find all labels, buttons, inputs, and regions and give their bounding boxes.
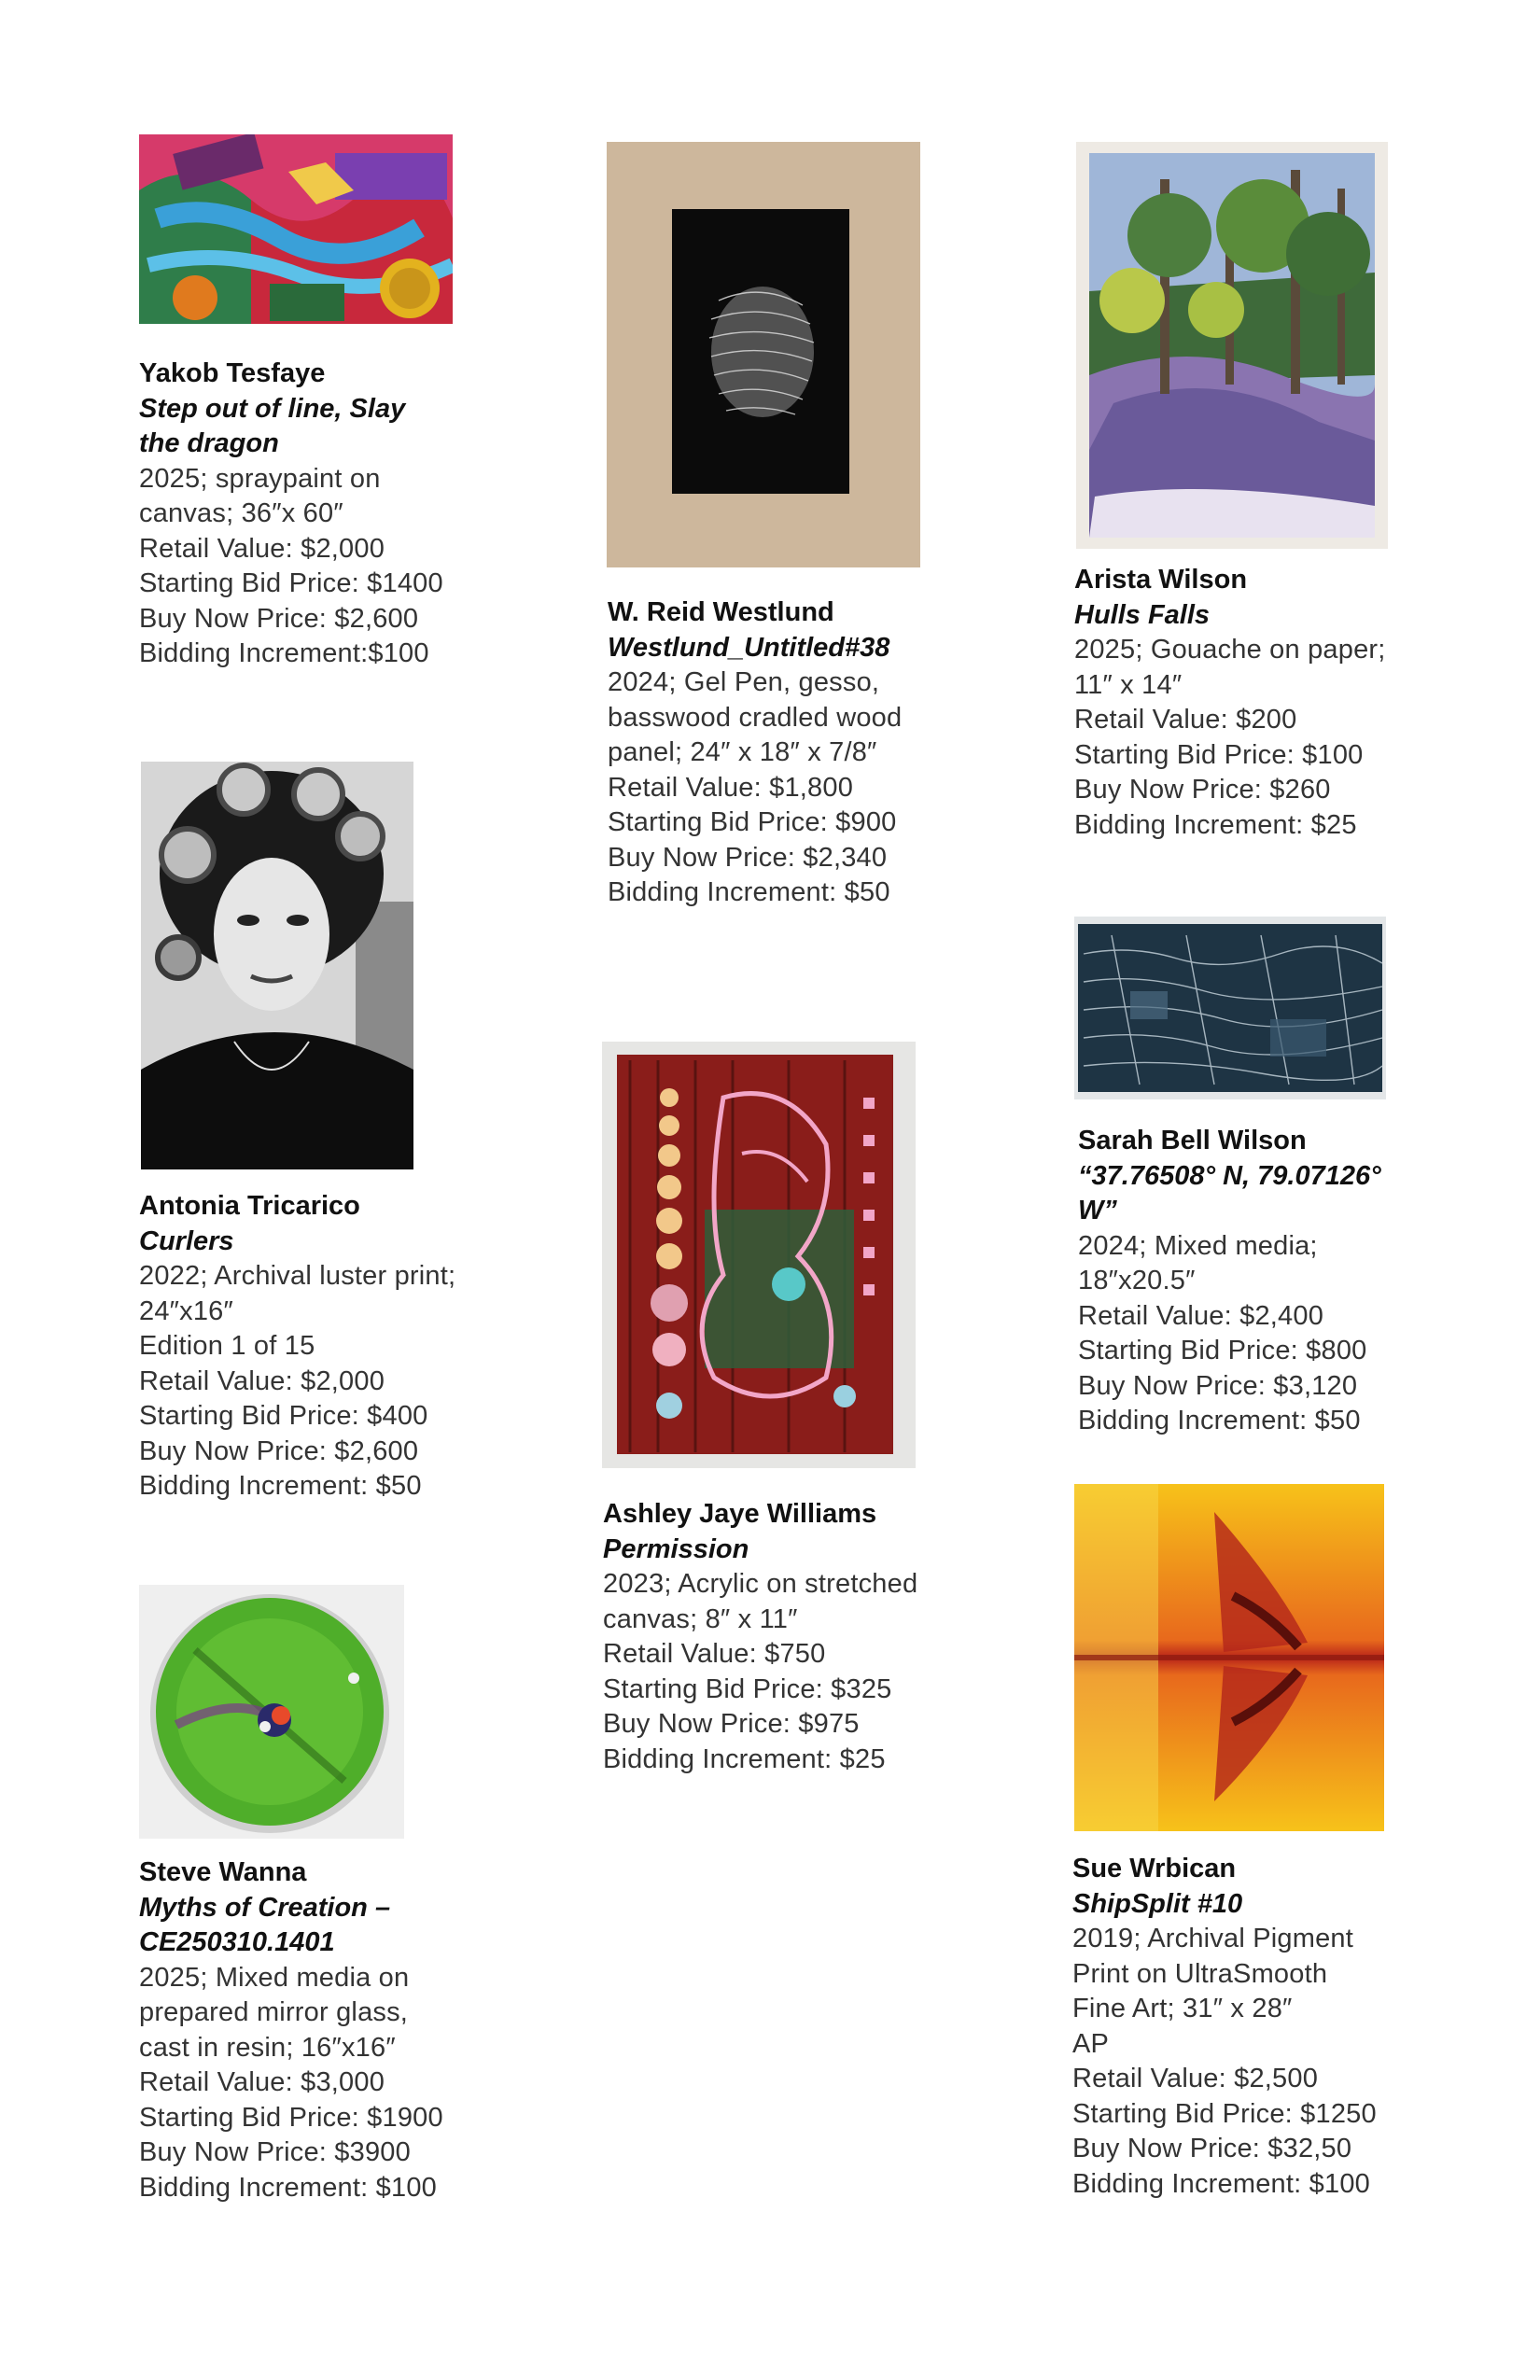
retail-value: Retail Value: $1,800 (608, 772, 854, 803)
bidding-increment: Bidding Increment: $25 (1074, 809, 1357, 840)
artwork-detail: canvas; 36″x 60″ (139, 498, 343, 528)
artwork-image-arista-wilson (1076, 142, 1388, 549)
retail-value: Retail Value: $2,000 (139, 533, 385, 564)
starting-bid-price: Starting Bid Price: $100 (1074, 739, 1364, 770)
artwork-title: Westlund_Untitled#38 (608, 632, 890, 663)
artwork-detail: 2024; Gel Pen, gesso, (608, 667, 880, 697)
artwork-detail: 2022; Archival luster print; (139, 1261, 456, 1291)
artwork-detail: AP (1072, 2028, 1110, 2059)
artwork-detail: 2025; Mixed media on (139, 1962, 410, 1993)
artwork-image-steve-wanna (139, 1585, 404, 1839)
bidding-increment: Bidding Increment: $25 (603, 1743, 886, 1774)
artwork-detail: Fine Art; 31″ x 28″ (1072, 1994, 1293, 2023)
bidding-increment: Bidding Increment: $50 (1078, 1406, 1361, 1435)
artwork-title: Curlers (139, 1225, 234, 1256)
artwork-detail: 11″ x 14″ (1074, 669, 1183, 700)
artist-name: Steve Wanna (139, 1857, 307, 1887)
buy-now-price: Buy Now Price: $260 (1074, 775, 1331, 805)
buy-now-price: Buy Now Price: $975 (603, 1709, 860, 1739)
artwork-detail: 2023; Acrylic on stretched (603, 1569, 918, 1599)
artwork-title: Myths of Creation – (139, 1892, 391, 1923)
retail-value: Retail Value: $750 (603, 1639, 826, 1669)
artwork-title: “37.76508° N, 79.07126° (1078, 1160, 1381, 1191)
artwork-title: Permission (603, 1533, 749, 1564)
starting-bid-price: Starting Bid Price: $1900 (139, 2102, 443, 2133)
artwork-detail: 2025; Gouache on paper; (1074, 635, 1386, 665)
artist-name: Sarah Bell Wilson (1078, 1126, 1307, 1155)
buy-now-price: Buy Now Price: $2,340 (608, 842, 888, 873)
artist-name: Arista Wilson (1074, 565, 1248, 595)
retail-value: Retail Value: $2,000 (139, 1365, 385, 1396)
starting-bid-price: Starting Bid Price: $325 (603, 1673, 892, 1704)
artwork-entry-1 (139, 357, 624, 672)
buy-now-price: Buy Now Price: $2,600 (139, 1435, 419, 1466)
artwork-image-sarah-bell-wilson (1074, 917, 1386, 1099)
artwork-detail: 18″x20.5″ (1078, 1266, 1196, 1295)
artwork-entry-3 (1074, 563, 1540, 843)
artwork-detail: 2019; Archival Pigment (1072, 1924, 1354, 1953)
starting-bid-price: Starting Bid Price: $800 (1078, 1336, 1367, 1365)
artwork-detail: Print on UltraSmooth (1072, 1958, 1328, 1989)
buy-now-price: Buy Now Price: $3900 (139, 2137, 411, 2167)
starting-bid-price: Starting Bid Price: $1400 (139, 568, 443, 598)
artwork-detail: basswood cradled wood (608, 702, 903, 733)
retail-value: Retail Value: $2,400 (1078, 1300, 1324, 1331)
retail-value: Retail Value: $200 (1074, 705, 1297, 735)
artist-name: Ashley Jaye Williams (603, 1499, 877, 1529)
artwork-title: W” (1078, 1196, 1117, 1225)
retail-value: Retail Value: $2,500 (1072, 2064, 1319, 2093)
artist-name: Sue Wrbican (1072, 1854, 1237, 1883)
artwork-detail: 2024; Mixed media; (1078, 1230, 1318, 1261)
artwork-detail: panel; 24″ x 18″ x 7/8″ (608, 737, 877, 767)
bidding-increment: Bidding Increment: $100 (139, 2172, 437, 2203)
starting-bid-price: Starting Bid Price: $400 (139, 1401, 428, 1431)
artwork-detail: canvas; 8″ x 11″ (603, 1603, 798, 1634)
artwork-entry-7 (139, 1855, 624, 2205)
buy-now-price: Buy Now Price: $32,50 (1072, 2134, 1352, 2163)
artwork-image-antonia-tricarico (141, 762, 413, 1169)
artist-name: W. Reid Westlund (608, 597, 834, 627)
artwork-detail: cast in resin; 16″x16″ (139, 2032, 396, 2063)
buy-now-price: Buy Now Price: $3,120 (1078, 1370, 1358, 1401)
artwork-entry-6 (1078, 1124, 1540, 1439)
artwork-title: Step out of line, Slay (139, 393, 406, 424)
artwork-image-ashley-jaye-williams (602, 1042, 916, 1468)
artwork-image-westlund (607, 142, 920, 567)
bidding-increment: Bidding Increment: $50 (139, 1471, 422, 1501)
artwork-image-yakob-tesfaye (139, 134, 453, 324)
starting-bid-price: Starting Bid Price: $900 (608, 807, 897, 837)
artwork-image-sue-wrbican (1074, 1484, 1384, 1831)
retail-value: Retail Value: $3,000 (139, 2067, 385, 2097)
artist-name: Yakob Tesfaye (139, 358, 326, 388)
artwork-entry-4 (139, 1189, 624, 1505)
bidding-increment: Bidding Increment: $100 (1072, 2168, 1370, 2199)
starting-bid-price: Starting Bid Price: $1250 (1072, 2098, 1377, 2129)
bidding-increment: Bidding Increment: $50 (608, 877, 890, 907)
artwork-title: Hulls Falls (1074, 599, 1211, 630)
artwork-detail: 2025; spraypaint on (139, 463, 381, 494)
artwork-title: the dragon (139, 428, 279, 458)
buy-now-price: Buy Now Price: $2,600 (139, 603, 419, 634)
artwork-detail: Edition 1 of 15 (139, 1331, 315, 1361)
bidding-increment: Bidding Increment:$100 (139, 638, 429, 668)
artist-name: Antonia Tricarico (139, 1191, 360, 1221)
artwork-title: CE250310.1401 (139, 1927, 335, 1957)
artwork-title: ShipSplit #10 (1072, 1888, 1243, 1919)
artwork-entry-5 (603, 1497, 1088, 1777)
artwork-entry-8 (1072, 1852, 1540, 2202)
artwork-detail: 24″x16″ (139, 1295, 233, 1326)
artwork-entry-2 (608, 595, 1093, 911)
artwork-detail: prepared mirror glass, (139, 1997, 409, 2027)
